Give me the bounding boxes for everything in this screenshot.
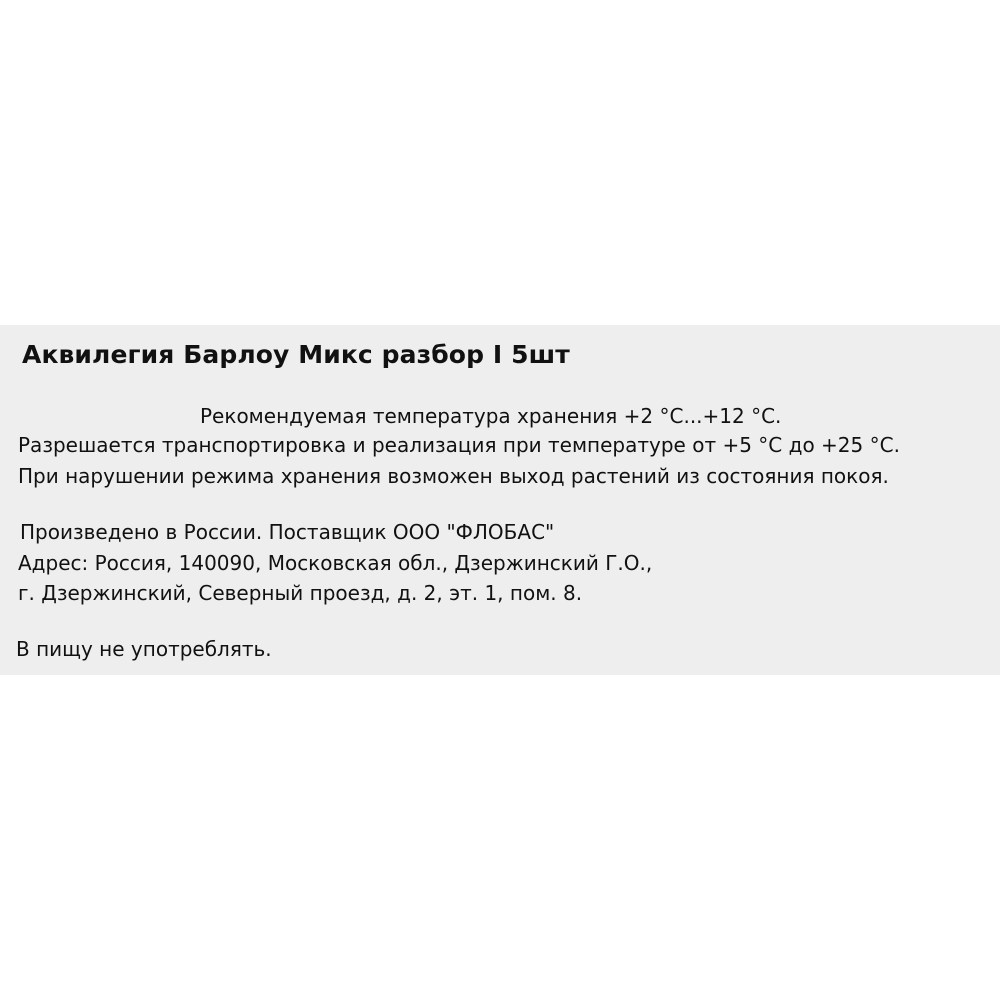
- storage-violation-warning: При нарушении режима хранения возможен выход растений из состояния покоя.: [18, 464, 889, 488]
- product-label-card: [0, 325, 1000, 675]
- recommended-storage-temperature: Рекомендуемая температура хранения +2 °С...+12 °С.: [200, 404, 782, 428]
- product-title: Аквилегия Барлоу Микс разбор I 5шт: [22, 340, 570, 369]
- address-line-2: г. Дзержинский, Северный проезд, д. 2, эт. 1, пом. 8.: [18, 581, 583, 605]
- transport-sale-temperature: Разрешается транспортировка и реализация при температуре от +5 °С до +25 °С.: [18, 433, 900, 457]
- address-line-1: Адрес: Россия, 140090, Московская обл., Дзержинский Г.О.,: [18, 551, 653, 575]
- food-warning: В пищу не употреблять.: [16, 637, 272, 661]
- origin-supplier-text: Произведено в России. Поставщик ООО "ФЛОБАС": [20, 520, 555, 544]
